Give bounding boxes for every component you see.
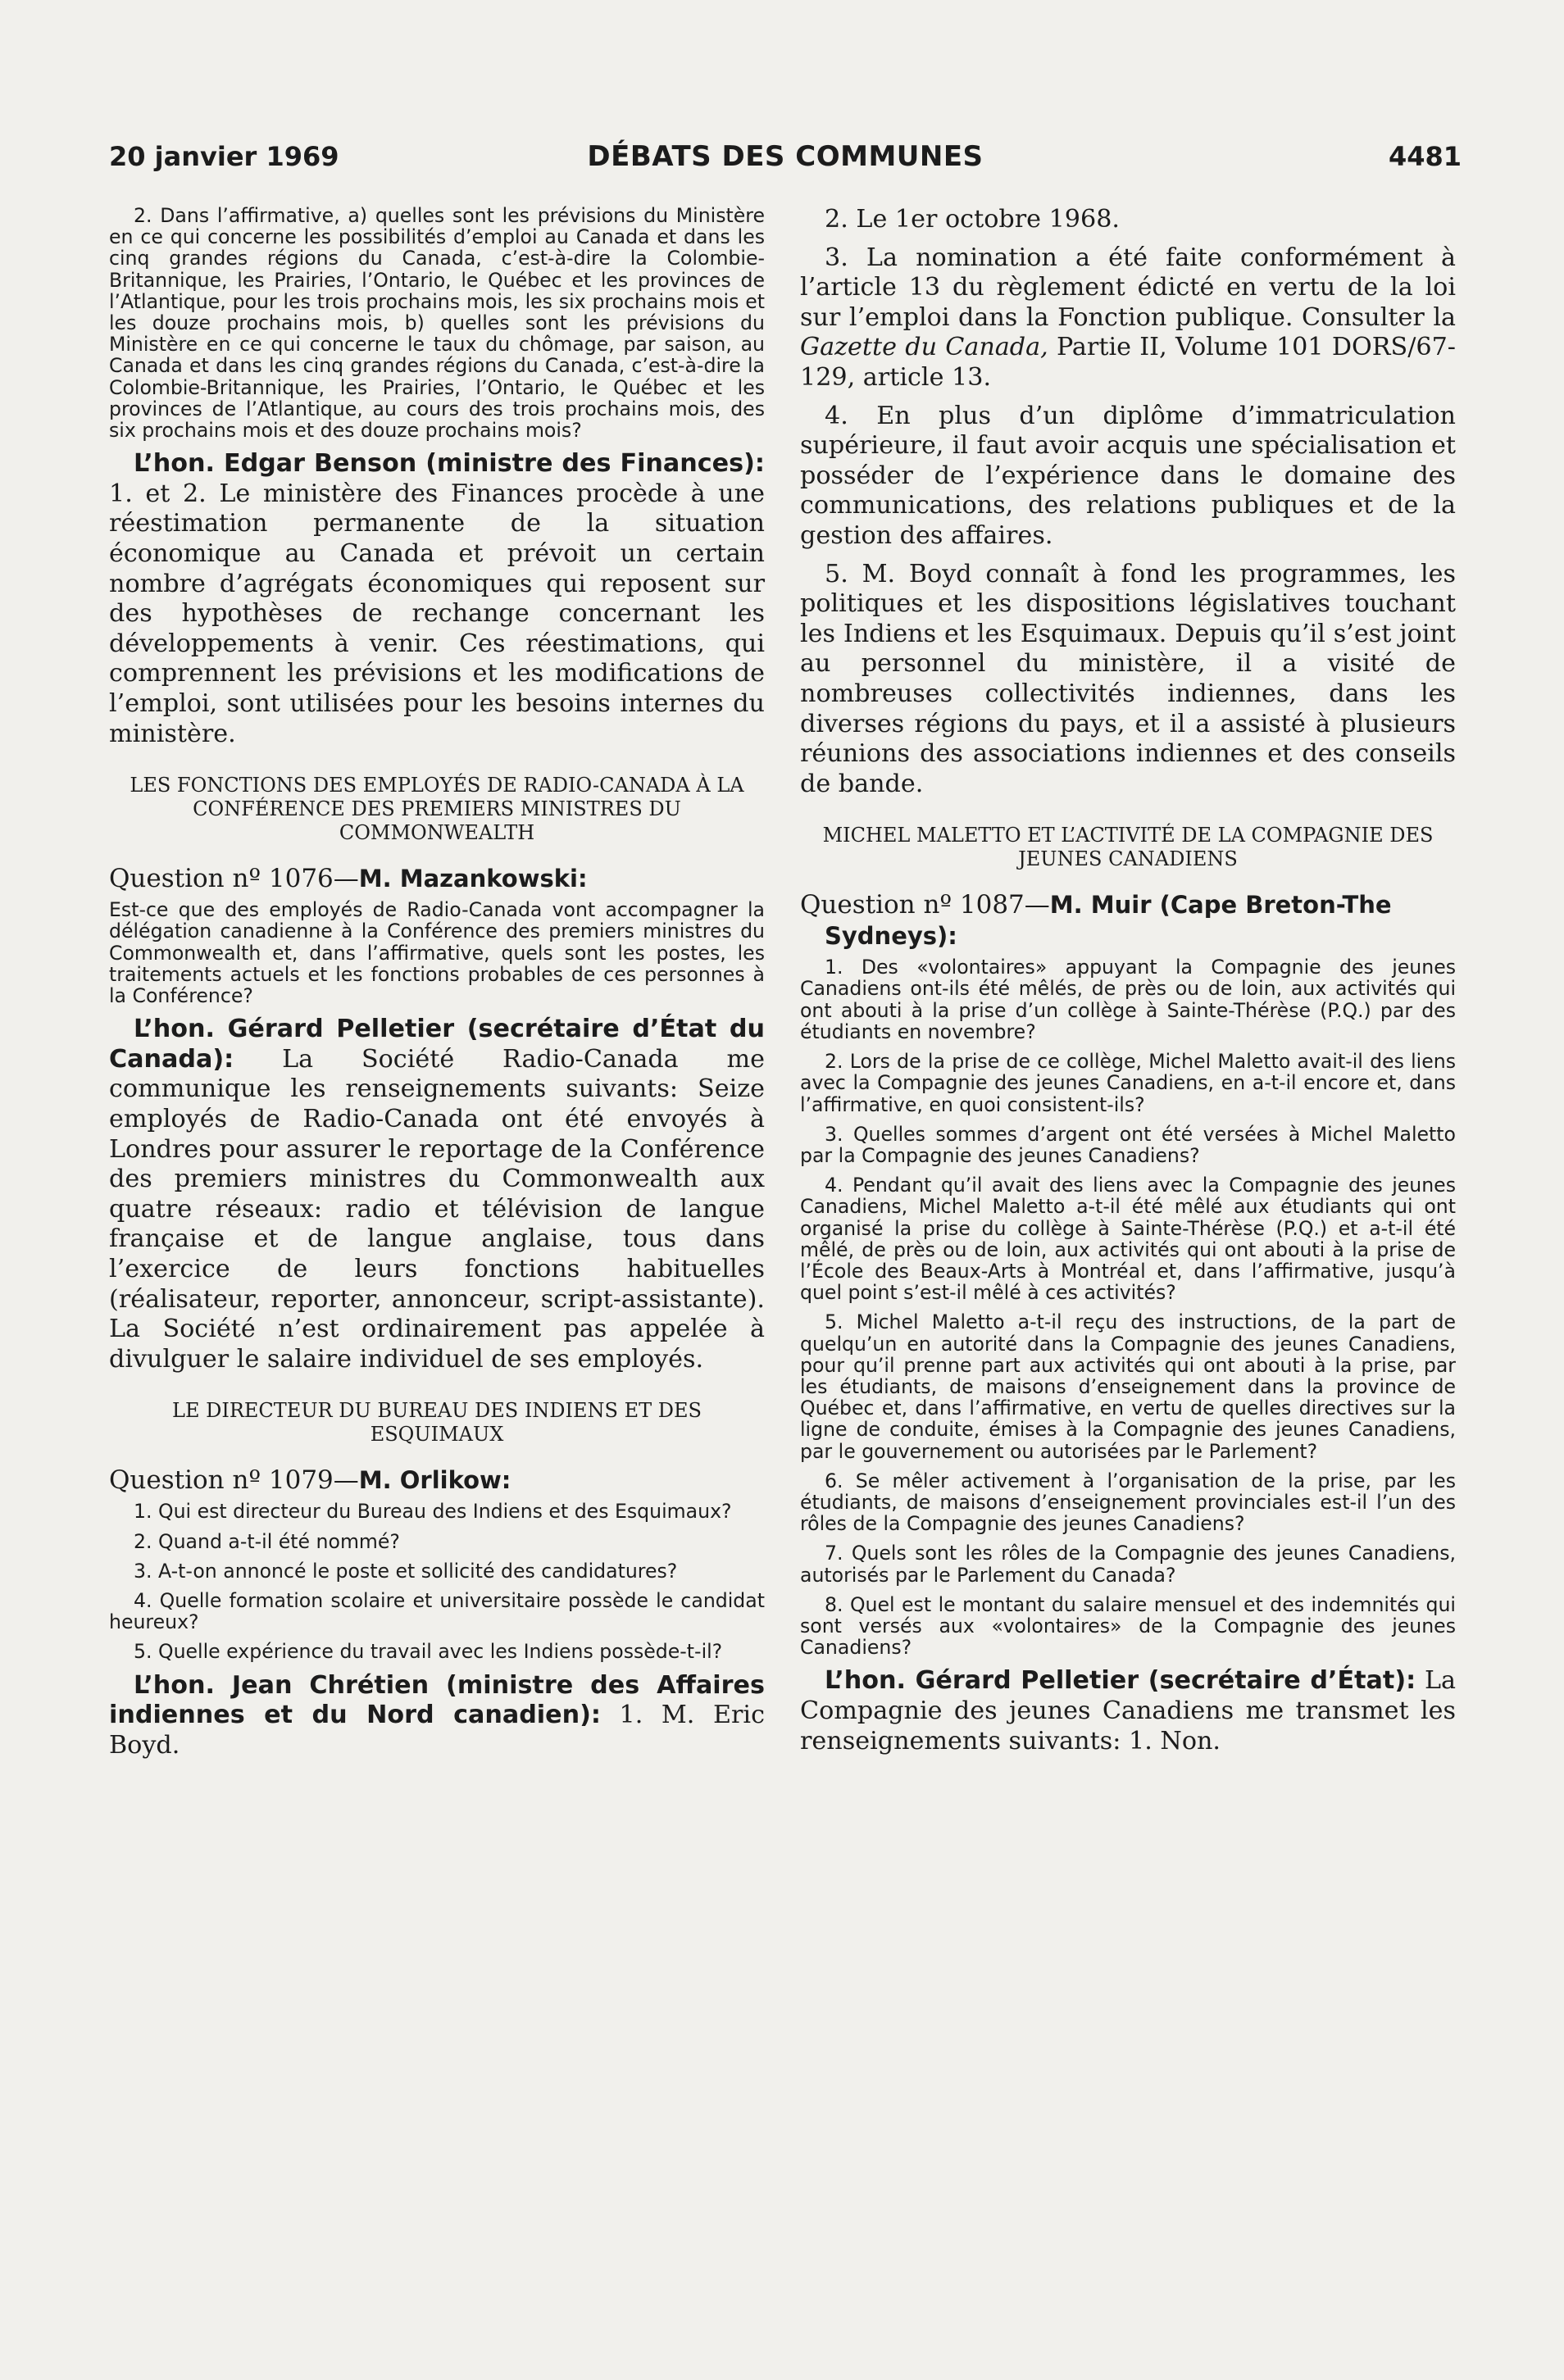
speaker-name: L’hon. Gérard Pelletier (secrétaire d’État du Canada):: [109, 1015, 765, 1074]
left-column: [109, 205, 765, 1769]
question-item: 1. Qui est directeur du Bureau des Indiens et des Esquimaux?: [134, 1500, 732, 1524]
answer-text: La Compagnie des jeunes Canadiens me transmet les renseignements suivants: 1. Non.: [800, 1666, 1456, 1755]
answer-paragraph: [109, 449, 765, 749]
section-heading: LE DIRECTEUR DU BUREAU DES INDIENS ET DES ESQUIMAUX: [172, 1399, 702, 1447]
questioner-name: M. Mazankowski:: [358, 865, 588, 893]
question-item: 2. Quand a-t-il été nommé?: [134, 1529, 400, 1553]
header-page-number: 4481: [1388, 141, 1462, 172]
section-heading: LES FONCTIONS DES EMPLOYÉS DE RADIO-CANADA À LA CONFÉRENCE DES PREMIERS MINISTRES DU COMMONWEALTH: [130, 774, 744, 845]
question-header: [109, 863, 765, 894]
question-item: 8. Quel est le montant du salaire mensuel et des indemnités qui sont versés aux «volontaires» de la Compagnie des jeunes Canadiens?: [800, 1592, 1456, 1660]
question-item: 1. Des «volontaires» appuyant la Compagnie des jeunes Canadiens ont-ils été mêlés, de près ou de loin, aux activités qui ont abouti à la prise d’un collège à Sainte-Thérèse (P.Q.) par des étudiants en novembre?: [800, 956, 1456, 1043]
question-item: 6. Se mêler activement à l’organisation de la prise, par les étudiants, de maisons d’enseignement provinciales est-il l’un des rôles de la Compagnie des jeunes Canadiens?: [800, 1469, 1456, 1536]
answer-paragraph: [800, 243, 1456, 393]
header-date: 20 janvier 1969: [109, 141, 339, 172]
speaker-name: L’hon. Edgar Benson (ministre des Finances):: [134, 449, 765, 479]
question-item: 2. Lors de la prise de ce collège, Michel Maletto avait-il des liens avec la Compagnie des jeunes Canadiens, en a-t-il encore et, dans l’affirmative, en quoi consistent-ils?: [800, 1050, 1456, 1116]
question-label: Question nº 1087—: [800, 890, 1050, 920]
answer-paragraph: [109, 1015, 765, 1374]
answer-text: Partie II, Volume 101 DORS/67-129, article 13.: [800, 333, 1456, 392]
question-header: [800, 889, 1456, 952]
answer-text: 1. et 2. Le ministère des Finances procède à une réestimation permanente de la situation économique au Canada et prévoit un certain nombre d’agrégats économiques qui reposent sur des hypothèses de rechange concernant les développements à venir. Ces réestimations, qui comprennent les prévisions et les modifications de l’emploi, sont utilisées pour les besoins internes du ministère.: [109, 479, 765, 748]
header-title: DÉBATS DES COMMUNES: [587, 140, 984, 173]
speaker-name: L’hon. Gérard Pelletier (secrétaire d’État):: [825, 1666, 1416, 1696]
question-label: Question nº 1076—: [109, 864, 359, 894]
answer-paragraph: 2. Le 1er octobre 1968.: [825, 205, 1121, 234]
question-item: 7. Quels sont les rôles de la Compagnie des jeunes Canadiens, autorisés par le Parlement du Canada?: [800, 1542, 1456, 1587]
question-text: 2. Dans l’affirmative, a) quelles sont les prévisions du Ministère en ce qui concerne les possibilités d’emploi au Canada et dans les cinq grandes régions du Canada, c’est-à-dire la Colombie-Britannique, les Prairies, l’Ontario, le Québec et les provinces de l’Atlantique, pour les trois prochains mois, les six prochains mois et les douze prochains mois, b) quelles sont les prévisions du Ministère en ce qui concerne le taux du chômage, par saison, au Canada et dans les cinq grandes régions du Canada, c’est-à-dire la Colombie-Britannique, les Prairies, l’Ontario, le Québec et les provinces de l’Atlantique, au cours des trois prochains mois, des six prochains mois et des douze prochains mois?: [109, 204, 765, 443]
right-column: [800, 205, 1456, 1765]
answer-paragraph: 5. M. Boyd connaît à fond les programmes, les politiques et les dispositions législatives touchant les Indiens et les Esquimaux. Depuis qu’il s’est joint au personnel du ministère, il a visité de nombreuses collectivités indiennes, dans les diverses régions du pays, et il a assisté à plusieurs réunions des associations indiennes et des conseils de bande.: [800, 559, 1456, 798]
question-text: Est-ce que des employés de Radio-Canada vont accompagner la délégation canadienne à la Conférence des premiers ministres du Commonwealth et, dans l’affirmative, quels sont les postes, les traitements actuels et les fonctions probables de ces personnes à la Conférence?: [109, 898, 765, 1007]
publication-title: Gazette du Canada,: [800, 333, 1048, 362]
speaker-name: L’hon. Jean Chrétien (ministre des Affaires indiennes et du Nord canadien):: [109, 1670, 765, 1730]
question-header: [109, 1465, 765, 1496]
answer-paragraph: 4. En plus d’un diplôme d’immatriculation supérieure, il faut avoir acquis une spécialisation et posséder de l’expérience dans le domaine des communications, des relations publiques et de la gestion des affaires.: [800, 401, 1456, 550]
questioner-name: M. Orlikow:: [358, 1466, 511, 1495]
answer-text: La Société Radio-Canada me communique les renseignements suivants: Seize employés de Radio-Canada ont été envoyés à Londres pour assurer le reportage de la Conférence des premiers ministres du Commonwealth aux quatre réseaux: radio et télévision de langue française et de langue anglaise, tous dans l’exercice de leurs fonctions habituelles (réalisateur, reporter, annonceur, script-assistante). La Société n’est ordinairement pas appelée à divulguer le salaire individuel de ses employés.: [109, 1044, 765, 1374]
question-item: 5. Quelle expérience du travail avec les Indiens possède-t-il?: [134, 1640, 723, 1664]
question-item: 4. Quelle formation scolaire et universitaire possède le candidat heureux?: [109, 1588, 765, 1634]
question-item: 5. Michel Maletto a-t-il reçu des instructions, de la part de quelqu’un en autorité dans la Compagnie des jeunes Canadiens, pour qu’il prenne part aux activités qui ont abouti à la prise, par les étudiants, de maisons d’enseignement dans la province de Québec et, dans l’affirmative, en vertu de quelles directives sur la ligne de conduite, émises à la Compagnie des jeunes Canadiens, par le gouvernement ou autorisées par le Parlement?: [800, 1310, 1456, 1463]
question-label: Question nº 1079—: [109, 1465, 359, 1496]
question-item: 3. Quelles sommes d’argent ont été versées à Michel Maletto par la Compagnie des jeunes Canadiens?: [800, 1122, 1456, 1167]
question-item: 3. A-t-on annoncé le poste et sollicité des candidatures?: [134, 1559, 678, 1583]
answer-paragraph: [109, 1671, 765, 1761]
answer-text: 3. La nomination a été faite conformément à l’article 13 du règlement édicté en vertu de la loi sur l’emploi dans la Fonction publique. Consulter la: [800, 243, 1456, 332]
section-heading: MICHEL MALETTO ET L’ACTIVITÉ DE LA COMPAGNIE DES JEUNES CANADIENS: [822, 824, 1434, 871]
answer-text: 1. M. Eric Boyd.: [109, 1701, 765, 1760]
page-header: [109, 138, 1462, 175]
answer-paragraph: [800, 1666, 1456, 1756]
questioner-name: M. Muir (Cape Breton-The Sydneys):: [825, 891, 1392, 951]
question-item: 4. Pendant qu’il avait des liens avec la Compagnie des jeunes Canadiens, Michel Maletto a-t-il été mêlé aux étudiants qui ont organisé la prise du collège à Sainte-Thérèse (P.Q.) et a-t-il été mêlé, de près ou de loin, aux activités qui ont abouti à la prise de l’École des Beaux-Arts à Montréal et, dans l’affirmative, jusqu’à quel point s’est-il mêlé à ces activités?: [800, 1174, 1456, 1305]
